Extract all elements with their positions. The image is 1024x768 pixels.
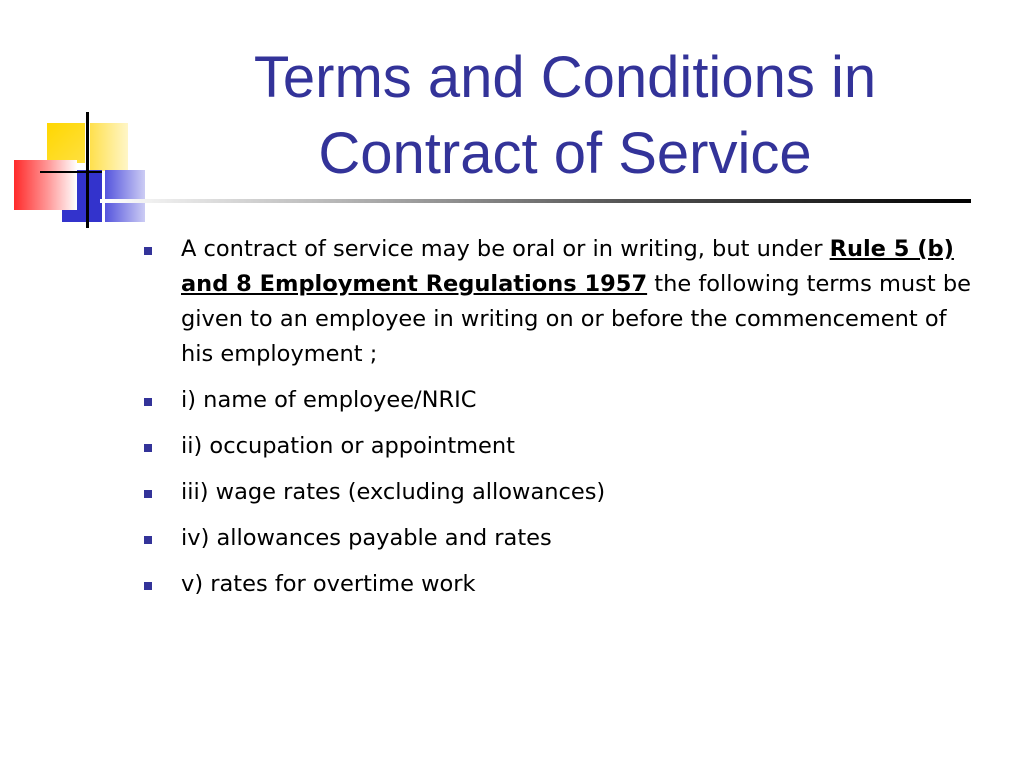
red-square xyxy=(14,160,77,210)
bullet-text: iv) allowances payable and rates xyxy=(181,525,552,551)
bullet-item xyxy=(143,383,973,418)
bullet-item xyxy=(143,521,973,556)
bullet-text-after: the following terms must be given to an employee in writing on or before the commencement of his employment ; xyxy=(181,271,971,367)
title-line-1: Terms and Conditions in xyxy=(253,45,877,110)
bullet-item xyxy=(143,475,973,510)
bullet-text: v) rates for overtime work xyxy=(181,571,476,597)
bullet-text: iii) wage rates (excluding allowances) xyxy=(181,479,606,505)
bullet-text: i) name of employee/NRIC xyxy=(181,387,477,413)
yellow-square-faded xyxy=(90,123,128,171)
decor-horizontal-line xyxy=(40,171,102,173)
square-bullet-icon xyxy=(144,444,152,452)
decor-vertical-line xyxy=(86,112,89,228)
bullet-item xyxy=(143,429,973,464)
title-line-2: Contract of Service xyxy=(318,121,812,186)
square-bullet-icon xyxy=(144,582,152,590)
bullet-text: ii) occupation or appointment xyxy=(181,433,515,459)
square-bullet-icon xyxy=(144,247,152,255)
bullet-list xyxy=(143,232,973,613)
bullet-item xyxy=(143,567,973,602)
regulation-reference: Rule 5 (b) and 8 Employment Regulations 1957 xyxy=(181,236,954,297)
title-divider xyxy=(100,199,971,203)
square-bullet-icon xyxy=(144,398,152,406)
blue-square-faded xyxy=(105,170,145,222)
square-bullet-icon xyxy=(144,536,152,544)
decorative-squares xyxy=(0,0,160,240)
yellow-square xyxy=(47,123,85,163)
square-bullet-icon xyxy=(144,490,152,498)
bullet-text-before: A contract of service may be oral or in writing, but under xyxy=(181,236,830,262)
slide-title xyxy=(150,40,980,192)
bullet-item xyxy=(143,232,973,372)
